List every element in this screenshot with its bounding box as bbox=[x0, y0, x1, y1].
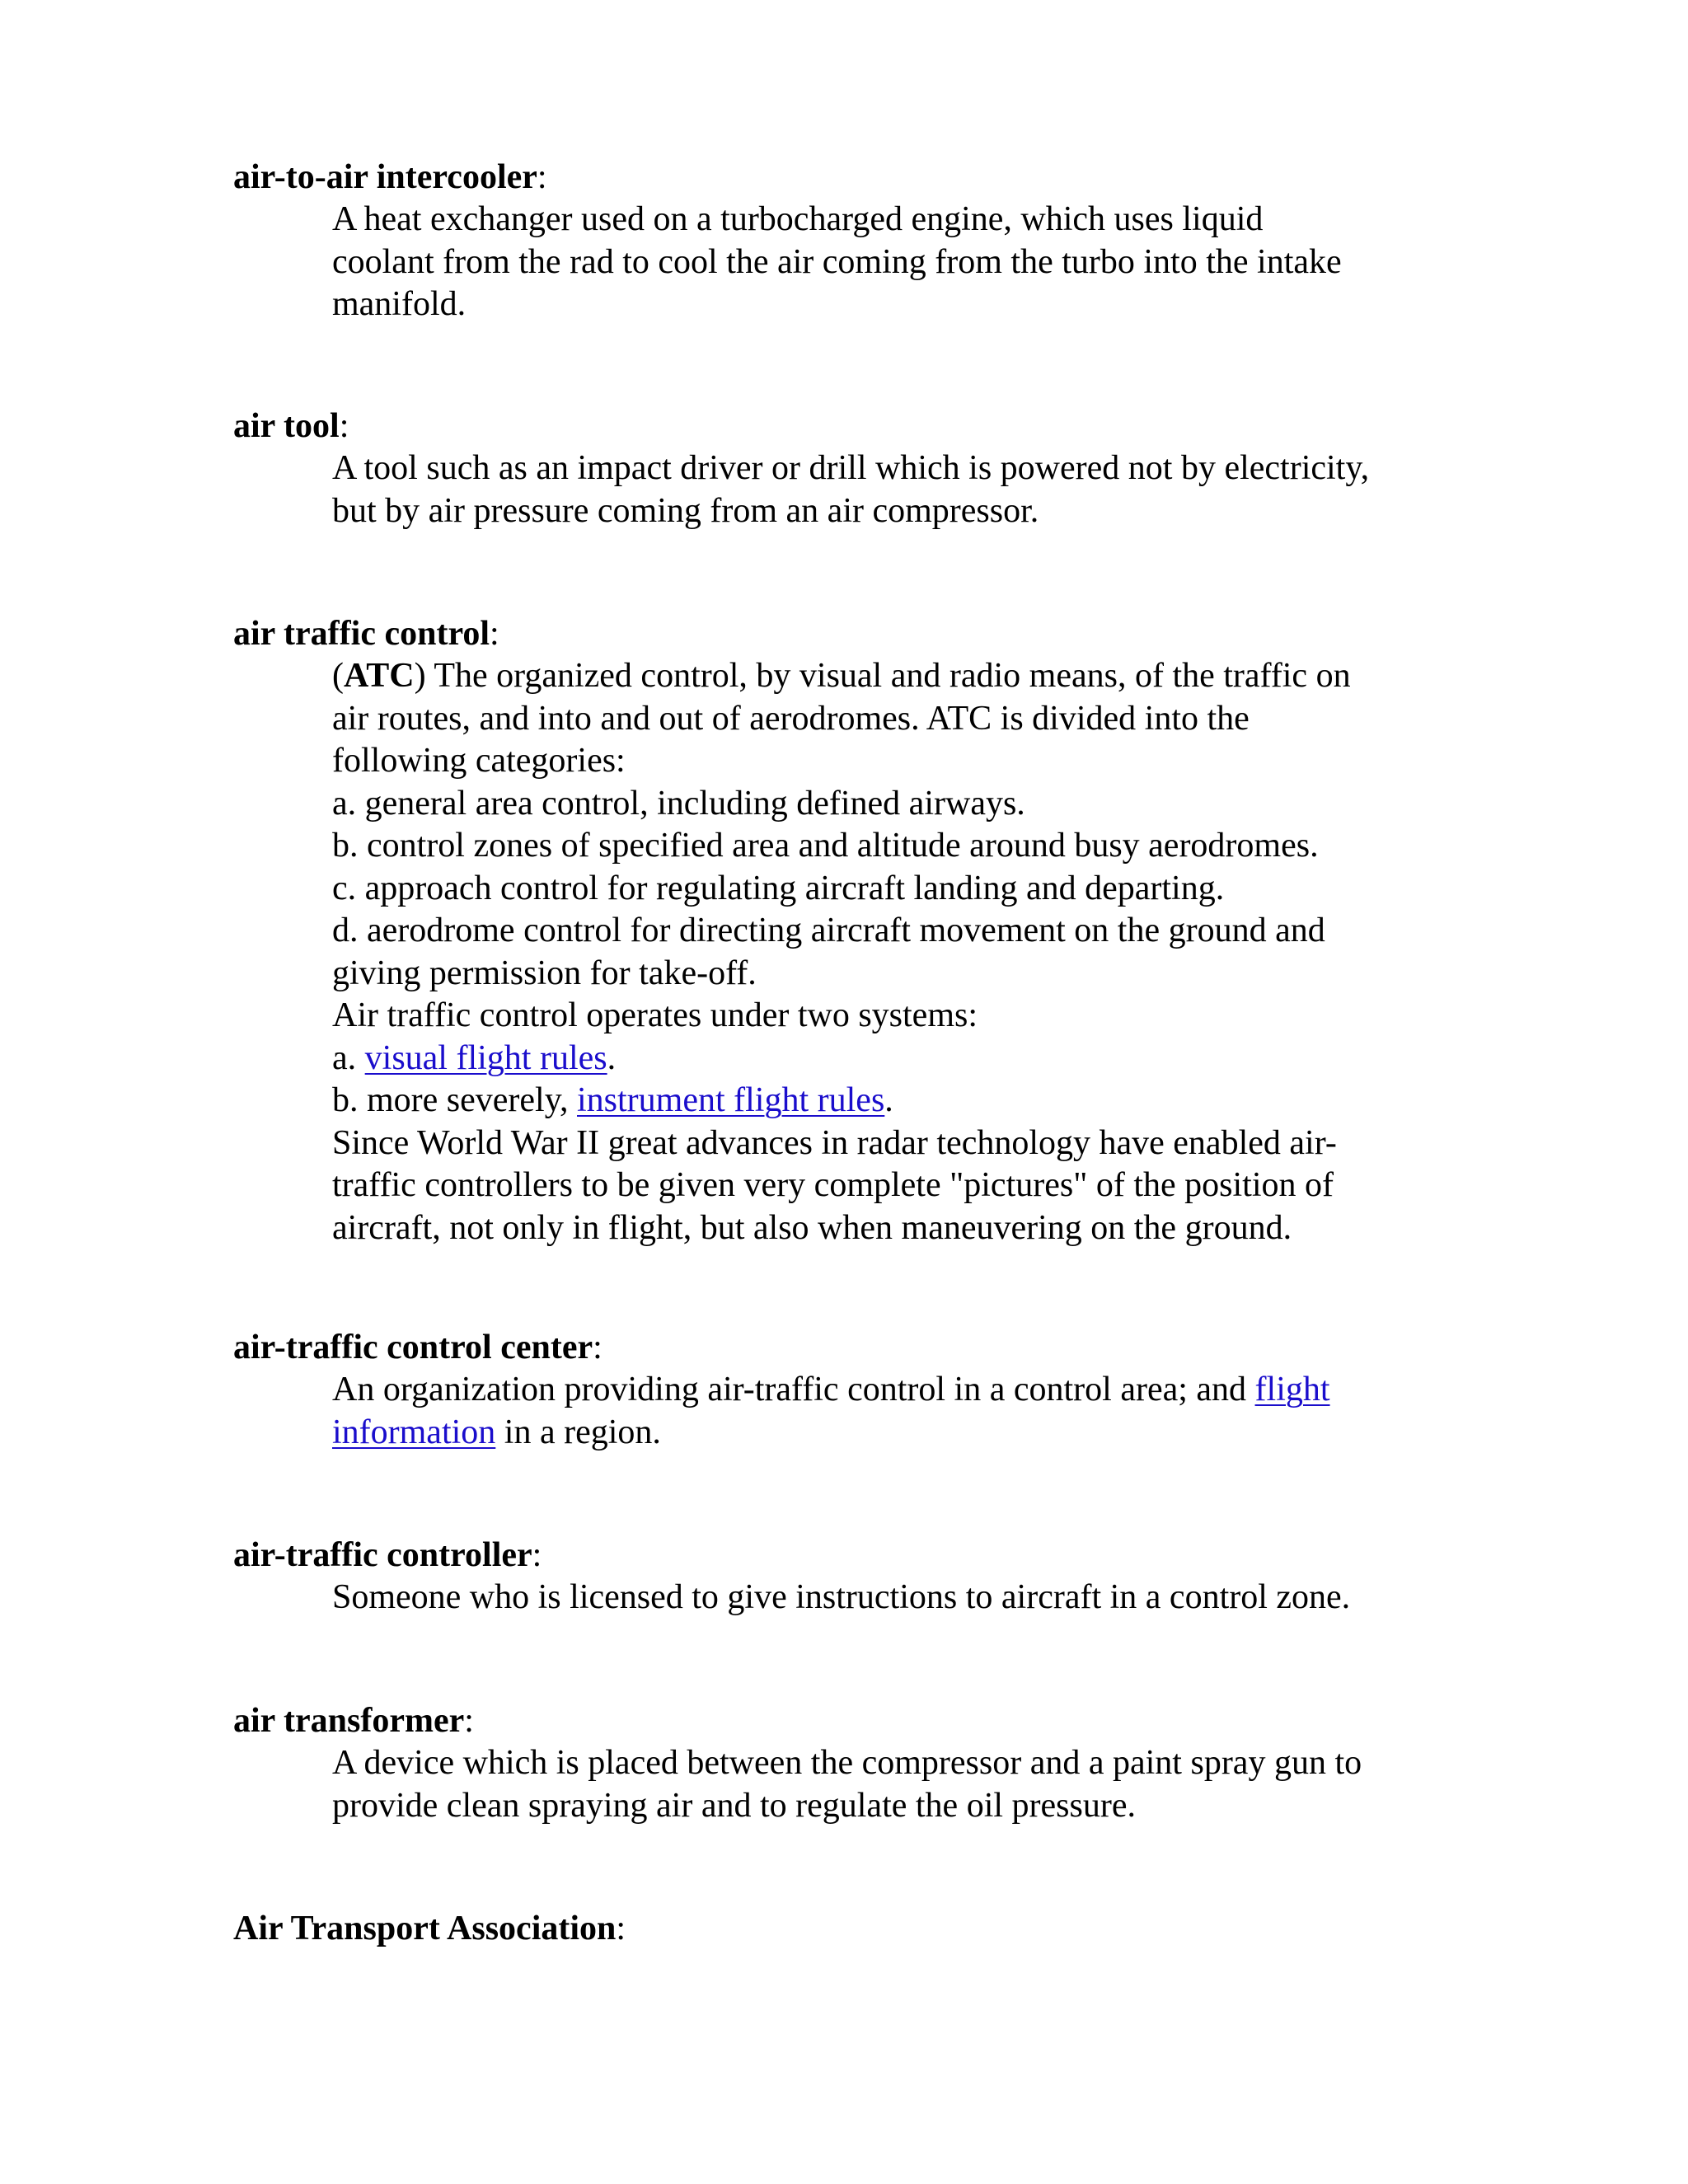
definition-line: aircraft, not only in flight, but also when maneuvering on the ground. bbox=[332, 1208, 1292, 1247]
definition-line: manifold. bbox=[332, 285, 467, 323]
term-name: air-to-air intercooler bbox=[233, 158, 537, 196]
colon: : bbox=[464, 1702, 474, 1740]
term-definition bbox=[332, 448, 1470, 532]
term-name: air-traffic controller bbox=[233, 1536, 532, 1574]
flight-information-link[interactable]: flight bbox=[1254, 1371, 1330, 1408]
definition-line: Someone who is licensed to give instructions to aircraft in a control zone. bbox=[332, 1578, 1351, 1616]
definition-line: Air traffic control operates under two systems: bbox=[332, 996, 978, 1034]
definition-line: following categories: bbox=[332, 742, 626, 780]
term-heading bbox=[233, 612, 499, 655]
flight-information-link[interactable]: information bbox=[332, 1413, 496, 1451]
definition-line: a. visual flight rules. bbox=[332, 1038, 617, 1077]
term-heading bbox=[233, 1699, 474, 1742]
colon: : bbox=[537, 158, 547, 196]
term-name: air-traffic control center bbox=[233, 1329, 593, 1366]
definition-line: A tool such as an impact driver or drill which is powered not by electricity, bbox=[332, 449, 1370, 487]
definition-line: provide clean spraying air and to regulate the oil pressure. bbox=[332, 1786, 1136, 1825]
definition-line: information in a region. bbox=[332, 1413, 661, 1451]
colon: : bbox=[339, 407, 349, 445]
definition-line: but by air pressure coming from an air compressor. bbox=[332, 491, 1039, 530]
visual-flight-rules-link[interactable]: visual flight rules bbox=[364, 1038, 607, 1077]
colon: : bbox=[532, 1536, 542, 1574]
term-heading bbox=[233, 1907, 626, 1950]
definition-line: (ATC) The organized control, by visual and radio means, of the traffic on bbox=[332, 657, 1351, 695]
term-name: air tool bbox=[233, 407, 340, 445]
definition-line: coolant from the rad to cool the air coming from the turbo into the intake bbox=[332, 242, 1342, 281]
term-definition bbox=[332, 1577, 1470, 1619]
term-definition bbox=[332, 1369, 1470, 1454]
term-definition bbox=[332, 655, 1470, 1249]
definition-line: b. more severely, instrument flight rules. bbox=[332, 1081, 893, 1119]
colon: : bbox=[593, 1329, 603, 1366]
term-definition bbox=[332, 199, 1470, 326]
colon: : bbox=[490, 615, 499, 653]
definition-line: b. control zones of specified area and altitude around busy aerodromes. bbox=[332, 827, 1319, 865]
definition-line: a. general area control, including defined airways. bbox=[332, 784, 1025, 823]
definition-line: A device which is placed between the compressor and a paint spray gun to bbox=[332, 1744, 1362, 1782]
instrument-flight-rules-link[interactable]: instrument flight rules bbox=[577, 1081, 885, 1119]
definition-line: A heat exchanger used on a turbocharged engine, which uses liquid bbox=[332, 200, 1264, 238]
term-heading bbox=[233, 405, 349, 448]
definition-line: giving permission for take-off. bbox=[332, 954, 757, 992]
abbreviation: ATC bbox=[344, 657, 415, 695]
definition-line: An organization providing air-traffic control in a control area; and flight bbox=[332, 1371, 1330, 1408]
definition-line: Since World War II great advances in radar technology have enabled air- bbox=[332, 1123, 1337, 1162]
definition-line: traffic controllers to be given very complete "pictures" of the position of bbox=[332, 1166, 1334, 1204]
definition-line: d. aerodrome control for directing aircraft movement on the ground and bbox=[332, 912, 1325, 949]
definition-line: air routes, and into and out of aerodromes. ATC is divided into the bbox=[332, 699, 1250, 738]
term-heading bbox=[233, 156, 547, 199]
term-name: Air Transport Association bbox=[233, 1910, 617, 1947]
term-name: air transformer bbox=[233, 1702, 465, 1740]
term-heading bbox=[233, 1534, 542, 1577]
term-heading bbox=[233, 1326, 603, 1369]
definition-line: c. approach control for regulating aircraft landing and departing. bbox=[332, 869, 1225, 907]
term-definition bbox=[332, 1742, 1470, 1827]
term-name: air traffic control bbox=[233, 615, 490, 653]
colon: : bbox=[616, 1910, 626, 1947]
